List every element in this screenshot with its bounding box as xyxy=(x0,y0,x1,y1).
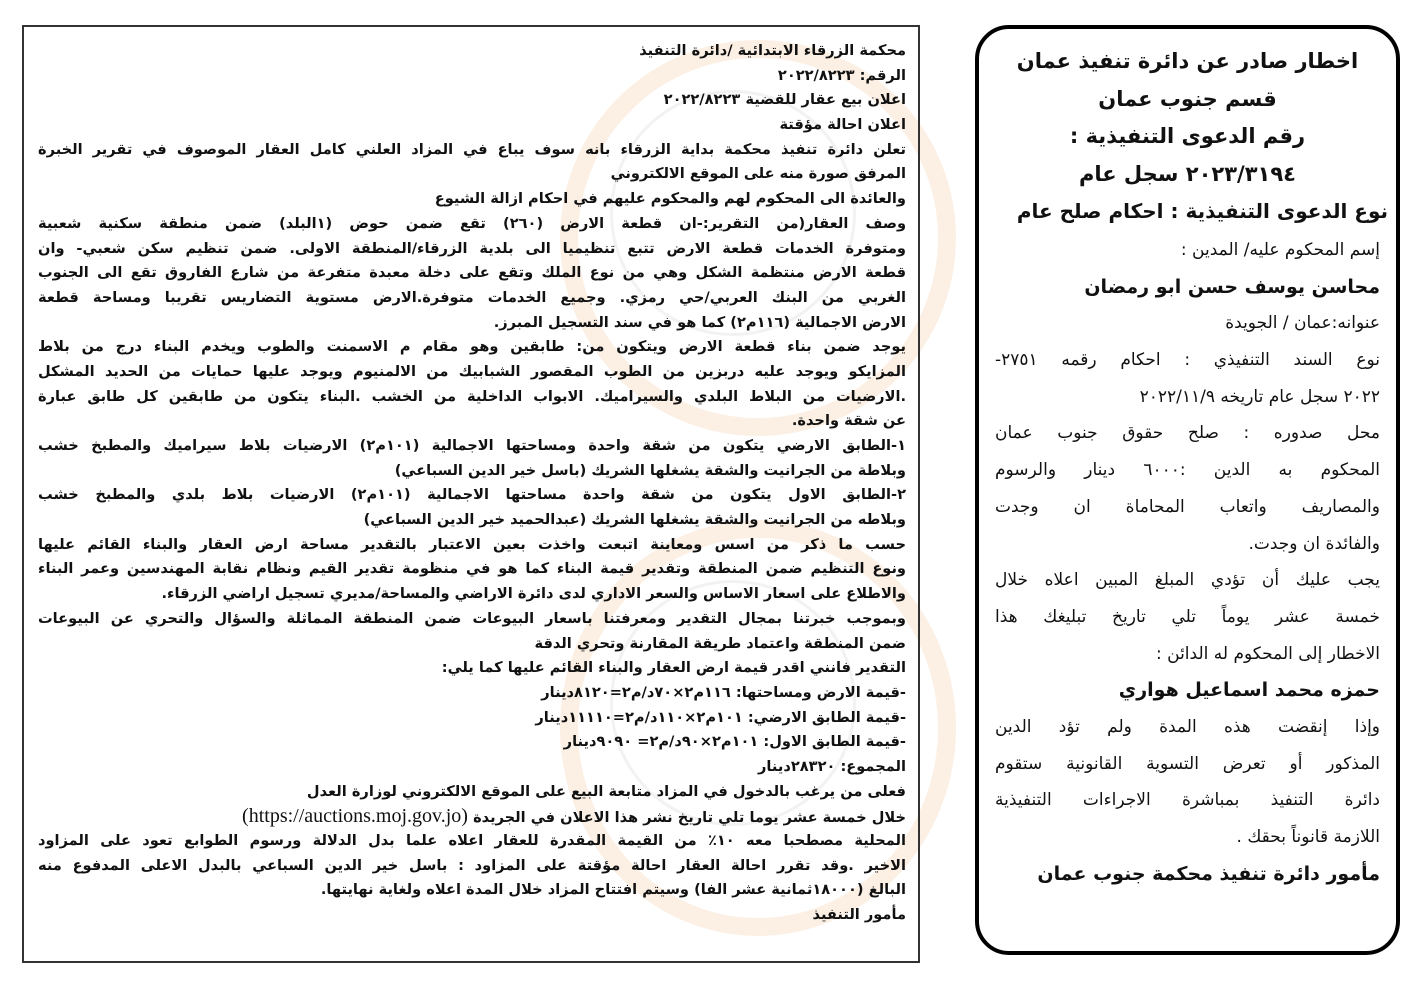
notice-line: المزايكو ويوجد عليه دربزين من الطوب المقصور الشبابيك من الالمنيوم ويوجد عليها حمايات من الحديد المشكل xyxy=(38,362,906,380)
notice-line: المحلية مصطحبا معه ١٠٪ من القيمة المقدرة للعقار اعلاه علما بدل الدلالة ورسوم الطوابع تعود على المزاود xyxy=(38,832,906,849)
notice-body-line: دائرة التنفيذ بمباشرة الاجراءات التنفيذية xyxy=(995,790,1380,811)
notice-line xyxy=(38,804,906,829)
notice-line: تعلن دائرة تنفيذ محكمة بداية الزرقاء بانه سوف يباع في المزاد العلني كامل العقار الموصوف في تقرير الخبرة xyxy=(38,140,906,158)
notice-title-line: رقم الدعوى التنفيذية : xyxy=(1069,124,1306,148)
notice-line: قطعة الارض منتظمة الشكل وهي من نوع الملك وتقع على دخلة معبدة متفرعة من شارع الفاروق تقع الى الجنوب xyxy=(38,264,906,282)
notice-line: ١-الطابق الارضي يتكون من شقة واحدة ومساحتها الاجمالية (١٠١م٢) الارضيات بلاط سيراميك والمطبخ خشب xyxy=(38,437,906,454)
notice-name-line: محاسن يوسف حسن ابو رمضان xyxy=(1084,275,1380,298)
notice-line: المرفق صورة منه على الموقع الالكتروني xyxy=(610,165,906,183)
notice-title-line: ٢٠٢٣/٣١٩٤ سجل عام xyxy=(1079,161,1296,186)
notice-line-text: خلال خمسة عشر يوما تلي تاريخ نشر هذا الاعلان في الجريدة xyxy=(473,809,906,827)
notice-body-line: يجب عليك أن تؤدي المبلغ المبين اعلاه خلال xyxy=(995,570,1380,591)
notice-line: حسب ما ذكر من اسس ومعاينة اتبعت واخذت بعين الاعتبار بالتقدير مساحة ارض العقار والبناء القائم عليها xyxy=(38,535,906,553)
notice-title-line: قسم جنوب عمان xyxy=(1098,86,1277,111)
notice-body-line: عنوانه:عمان / الجويدة xyxy=(1225,313,1380,334)
notice-body-line: الاخطار إلى المحكوم له الدائن : xyxy=(1156,643,1380,664)
notice-title-line: نوع الدعوى التنفيذية : احكام صلح عام xyxy=(1016,199,1388,223)
notice-title-line: اخطار صادر عن دائرة تنفيذ عمان xyxy=(1016,49,1359,73)
notice-line: والاطلاع على اسعار الاساس والسعر الاداري لدى دائرة الاراضي والمساحة/مديري تسجيل اراضي الزرقاء. xyxy=(161,585,906,603)
notice-line: الغربي من البنك العربي/حي رمزي. وجميع الخدمات متوفرة.الارض مستوية التضاريس تقريبا ومساحة قطعة xyxy=(38,288,906,306)
notice-body-line: والفائدة ان وجدت. xyxy=(1248,533,1380,554)
notice-line: وبلاطه من الجرانيت والشقة يشغلها الشريك (عبدالحميد خير الدين السباعي) xyxy=(363,511,906,529)
auction-notice-text xyxy=(38,39,906,928)
notice-line: البالغ (١٨٠٠٠ثمانية عشر الفا) وسيتم افتتاح المزاد خلال المدة اعلاه ولغاية نهايتها. xyxy=(320,881,906,899)
notice-line: ٢-الطابق الاول يتكون من شقة واحدة مساحتها الاجمالية (١٠١م٢) الارضيات بلاط بلدي والمطبخ خشب xyxy=(38,486,906,504)
notice-line: وبموجب خبرتنا بمجال التقدير ومعرفتنا باسعار البيوعات ضمن المنطقة المماثلة والسؤال والتحري عن البيوعات xyxy=(38,609,906,627)
notice-line: -قيمة الطابق الاول: ١٠١م٢×٩٠د/م٢= ٩٠٩٠دينار xyxy=(563,733,906,751)
notice-line: الاخير .وقد تقرر احالة العقار احالة مؤقتة على المزاود : باسل خير الدين السباعي بالبدل الاعلى المدفوع منه xyxy=(38,856,906,874)
notice-body-line: إسم المحكوم عليه/ المدين : xyxy=(1180,240,1380,260)
notice-line: التقدير فانني اقدر قيمة ارض العقار والبناء القائم عليها كما يلي: xyxy=(441,659,906,677)
auction-notice-zarqa xyxy=(22,25,920,963)
notice-title xyxy=(987,43,1388,231)
notice-line: الارض الاجمالية (١١٦م٢) كما هو في سند التسجيل المبرز. xyxy=(493,313,906,331)
notice-body-line: خمسة عشر يوماً تلي تاريخ تبليغك هذا xyxy=(995,606,1380,627)
notice-line: عن شقة واحدة. xyxy=(791,412,906,430)
notice-line: فعلى من يرغب بالدخول في المزاد متابعة البيع على الموقع الالكتروني لوزارة العدل xyxy=(306,782,906,800)
notice-body-line: والمصاريف واتعاب المحاماة ان وجدت xyxy=(995,496,1380,517)
notice-line: وبلاطة من الجرانيت والشقة يشغلها الشريك (باسل خير الدين السباعي) xyxy=(394,461,906,479)
execution-notice-south-amman xyxy=(975,25,1400,955)
notice-line: محكمة الزرقاء الابتدائية /دائرة التنفيذ xyxy=(639,42,906,59)
notice-body-line: المحكوم به الدين :٦٠٠٠ دينار والرسوم xyxy=(995,460,1380,481)
notice-line: -قيمة الطابق الارضي: ١٠١م٢×١١٠د/م٢=١١١١٠دينار xyxy=(535,708,906,726)
notice-body-line: ٢٠٢٢ سجل عام تاريخه ٢٠٢٢/١١/٩ xyxy=(1139,386,1380,407)
notice-line: ومتوفرة الخدمات قطعة الارض تتبع تنظيميا الى بلدية الزرقاء/المنطقة الاولى. ضمن تنظيم سكن شعبي- وان xyxy=(38,239,906,257)
notice-line: الرقم: ٢٠٢٢/٨٢٢٣ xyxy=(777,66,906,84)
notice-line: اعلان بيع عقار للقضية ٢٠٢٢/٨٢٢٣ xyxy=(663,91,906,109)
notice-name-line: مأمور دائرة تنفيذ محكمة جنوب عمان xyxy=(1037,862,1380,885)
notice-body-line: وإذا إنقضت هذه المدة ولم تؤد الدين xyxy=(995,716,1380,737)
notice-line: مأمور التنفيذ xyxy=(812,906,906,924)
notice-line: المجموع: ٢٨٣٢٠دينار xyxy=(758,757,906,775)
notice-name-line: حمزه محمد اسماعيل هواري xyxy=(1118,679,1380,702)
notice-line: ونوع التنظيم ضمن المنطقة وتقدير قيمة البناء كما هو في منظومة تقدير القيم ونظام نقابة المهندسين وعمر البناء xyxy=(38,560,906,578)
notice-line: وصف العقار(من التقرير:-ان قطعة الارض (٢٦٠) تقع ضمن حوض (١البلد) ضمن منطقة سكنية شعبية xyxy=(38,214,906,232)
notice-line: ضمن المنطقة واعتماد طريقة المقارنة وتحري الدقة xyxy=(534,634,906,652)
notice-body-line: نوع السند التنفيذي : احكام رقمه ٢٧٥١- xyxy=(995,350,1380,371)
notice-body-line: اللازمة قانوناً بحقك . xyxy=(1236,827,1380,847)
notice-line: -قيمة الارض ومساحتها: ١١٦م٢×٧٠د/م٢=٨١٢٠دينار xyxy=(541,683,906,701)
notice-body xyxy=(995,232,1380,892)
notice-line: والعائدة الى المحكوم لهم والمحكوم عليهم في احكام ازالة الشيوع xyxy=(434,190,906,208)
auction-website-link[interactable]: (https://auctions.moj.gov.jo) xyxy=(242,805,468,828)
notice-body-line: محل صدوره : صلح حقوق جنوب عمان xyxy=(995,423,1380,444)
notice-line: .الارضيات من البلاط البلدي والسيراميك. الابواب الداخلية من الخشب .البناء يتكون من طابقين كل طابق عبارة xyxy=(38,387,906,405)
notice-line: اعلان احالة مؤقتة xyxy=(779,116,906,134)
notice-body-line: المذكور أو تعرض التسوية القانونية ستقوم xyxy=(995,753,1380,774)
notice-line: يوجد ضمن بناء قطعة الارض ويتكون من: طابقين وهو مقام م الاسمنت والطوب ويخدم البناء درج من بلاط xyxy=(38,338,906,356)
